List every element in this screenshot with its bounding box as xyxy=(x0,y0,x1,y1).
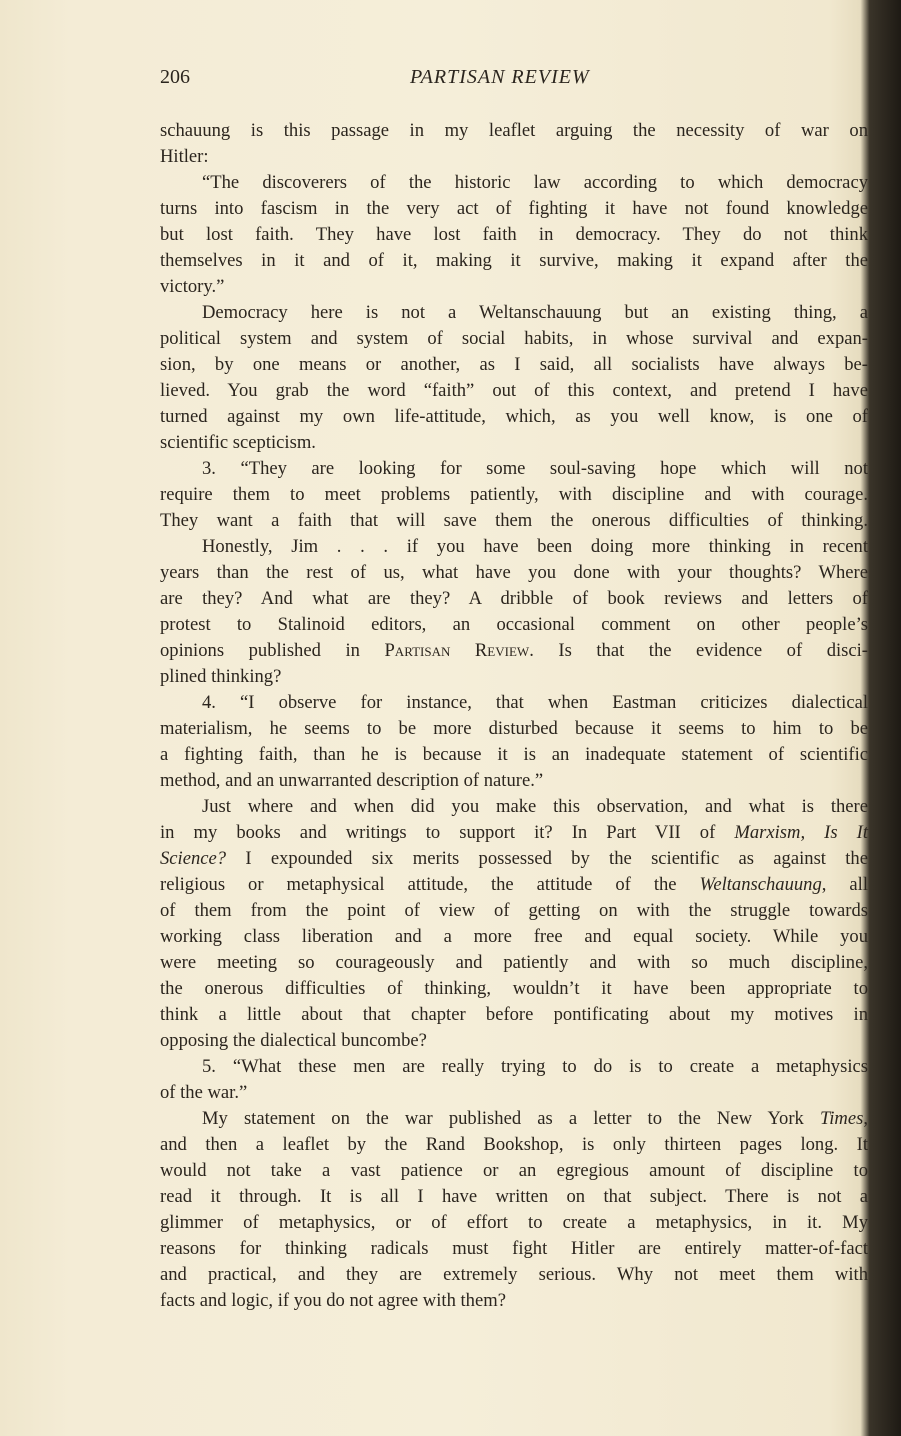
text-line: sion, by one means or another, as I said, all socialists have always be- xyxy=(160,354,868,375)
text-line: “The discoverers of the historic law according to which democracy xyxy=(202,172,868,193)
text-line: and practical, and they are extremely serious. Why not meet them with xyxy=(160,1264,868,1285)
text-line: but lost faith. They have lost faith in democracy. They do not think xyxy=(160,224,868,245)
text-line: facts and logic, if you do not agree with them? xyxy=(160,1290,506,1311)
text-line: protest to Stalinoid editors, an occasional comment on other people’s xyxy=(160,614,868,635)
text-line: read it through. It is all I have written on that subject. There is not a xyxy=(160,1186,868,1207)
text-line xyxy=(160,638,868,664)
text-line: working class liberation and a more free and equal society. While you xyxy=(160,926,868,947)
paragraph xyxy=(160,690,868,794)
italic-text: Science? xyxy=(160,848,227,869)
text-line: Honestly, Jim . . . if you have been doing more thinking in recent xyxy=(202,536,868,557)
text-run: I expounded six merits possessed by the scientific as against the xyxy=(226,848,868,869)
text-line: of the war.” xyxy=(160,1082,248,1103)
text-line: would not take a vast patience or an egregious amount of discipline to xyxy=(160,1160,868,1181)
text-line: themselves in it and of it, making it survive, making it expand after the xyxy=(160,250,868,271)
text-run: opinions published in xyxy=(160,640,385,661)
text-line xyxy=(160,872,868,898)
text-line: schauung is this passage in my leaflet arguing the necessity of war on xyxy=(160,120,868,141)
italic-text: Weltanschauung xyxy=(699,874,822,895)
text-line: turned against my own life-attitude, which, as you well know, is one of xyxy=(160,406,868,427)
text-line: are they? And what are they? A dribble of book reviews and letters of xyxy=(160,588,868,609)
text-line: require them to meet problems patiently, with discipline and with courage. xyxy=(160,484,868,505)
text-run: My statement on the war published as a letter to the New York xyxy=(202,1108,820,1129)
text-line: scientific scepticism. xyxy=(160,432,316,453)
text-line: Democracy here is not a Weltanschauung but an existing thing, a xyxy=(202,302,868,323)
text-line: plined thinking? xyxy=(160,666,282,687)
text-line: reasons for thinking radicals must fight Hitler are entirely matter-of-fact xyxy=(160,1238,868,1259)
text-line: were meeting so courageously and patiently and with so much discipline, xyxy=(160,952,868,973)
paragraph xyxy=(160,300,868,456)
text-run: , xyxy=(863,1108,868,1129)
paragraph xyxy=(160,118,868,170)
running-head: PARTISAN REVIEW xyxy=(410,66,590,88)
text-line: materialism, he seems to be more disturbed because it seems to him to be xyxy=(160,718,868,739)
text-line: turns into fascism in the very act of fighting it have not found knowledge xyxy=(160,198,868,219)
text-line xyxy=(160,846,868,872)
text-line: opposing the dialectical buncombe? xyxy=(160,1030,427,1051)
text-line: lieved. You grab the word “faith” out of this context, and pretend I have xyxy=(160,380,868,401)
text-line: 5. “What these men are really trying to do is to create a metaphysics xyxy=(202,1056,868,1077)
italic-text: Times xyxy=(819,1108,864,1129)
paragraph xyxy=(160,170,868,300)
text-line xyxy=(160,820,868,846)
text-run: . Is that the evidence of disci- xyxy=(529,640,868,661)
text-line: 4. “I observe for instance, that when Eastman criticizes dialectical xyxy=(202,692,868,713)
text-line: They want a faith that will save them the onerous difficulties of thinking. xyxy=(160,510,868,531)
page-number: 206 xyxy=(160,66,190,88)
paragraph xyxy=(160,534,868,690)
paragraph xyxy=(160,1106,868,1314)
small-caps-text: Partisan Review xyxy=(384,640,530,661)
italic-text: Marxism, Is It xyxy=(734,822,868,843)
text-run: , all xyxy=(821,874,868,895)
text-run: religious or metaphysical attitude, the attitude of the xyxy=(160,874,700,895)
text-line: the onerous difficulties of thinking, wouldn’t it have been appropriate to xyxy=(160,978,868,999)
paragraph xyxy=(160,794,868,1054)
text-line: a fighting faith, than he is because it is an inadequate statement of scientific xyxy=(160,744,868,765)
text-line xyxy=(160,1106,868,1132)
text-line: think a little about that chapter before pontificating about my motives in xyxy=(160,1004,868,1025)
text-line: of them from the point of view of getting on with the struggle towards xyxy=(160,900,868,921)
paragraph xyxy=(160,456,868,534)
text-run: in my books and writings to support it? In Part VII of xyxy=(160,822,735,843)
text-line: political system and system of social habits, in whose survival and expan- xyxy=(160,328,868,349)
text-line: victory.” xyxy=(160,276,225,297)
text-line: glimmer of metaphysics, or of effort to create a metaphysics, in it. My xyxy=(160,1212,868,1233)
text-line: Hitler: xyxy=(160,146,209,167)
text-line: Just where and when did you make this observation, and what is there xyxy=(202,796,868,817)
article-body xyxy=(160,118,868,1314)
text-line: 3. “They are looking for some soul-saving hope which will not xyxy=(202,458,868,479)
text-line: and then a leaflet by the Rand Bookshop, is only thirteen pages long. It xyxy=(160,1134,868,1155)
text-line: method, and an unwarranted description of nature.” xyxy=(160,770,544,791)
paragraph xyxy=(160,1054,868,1106)
text-line: years than the rest of us, what have you done with your thoughts? Where xyxy=(160,562,868,583)
